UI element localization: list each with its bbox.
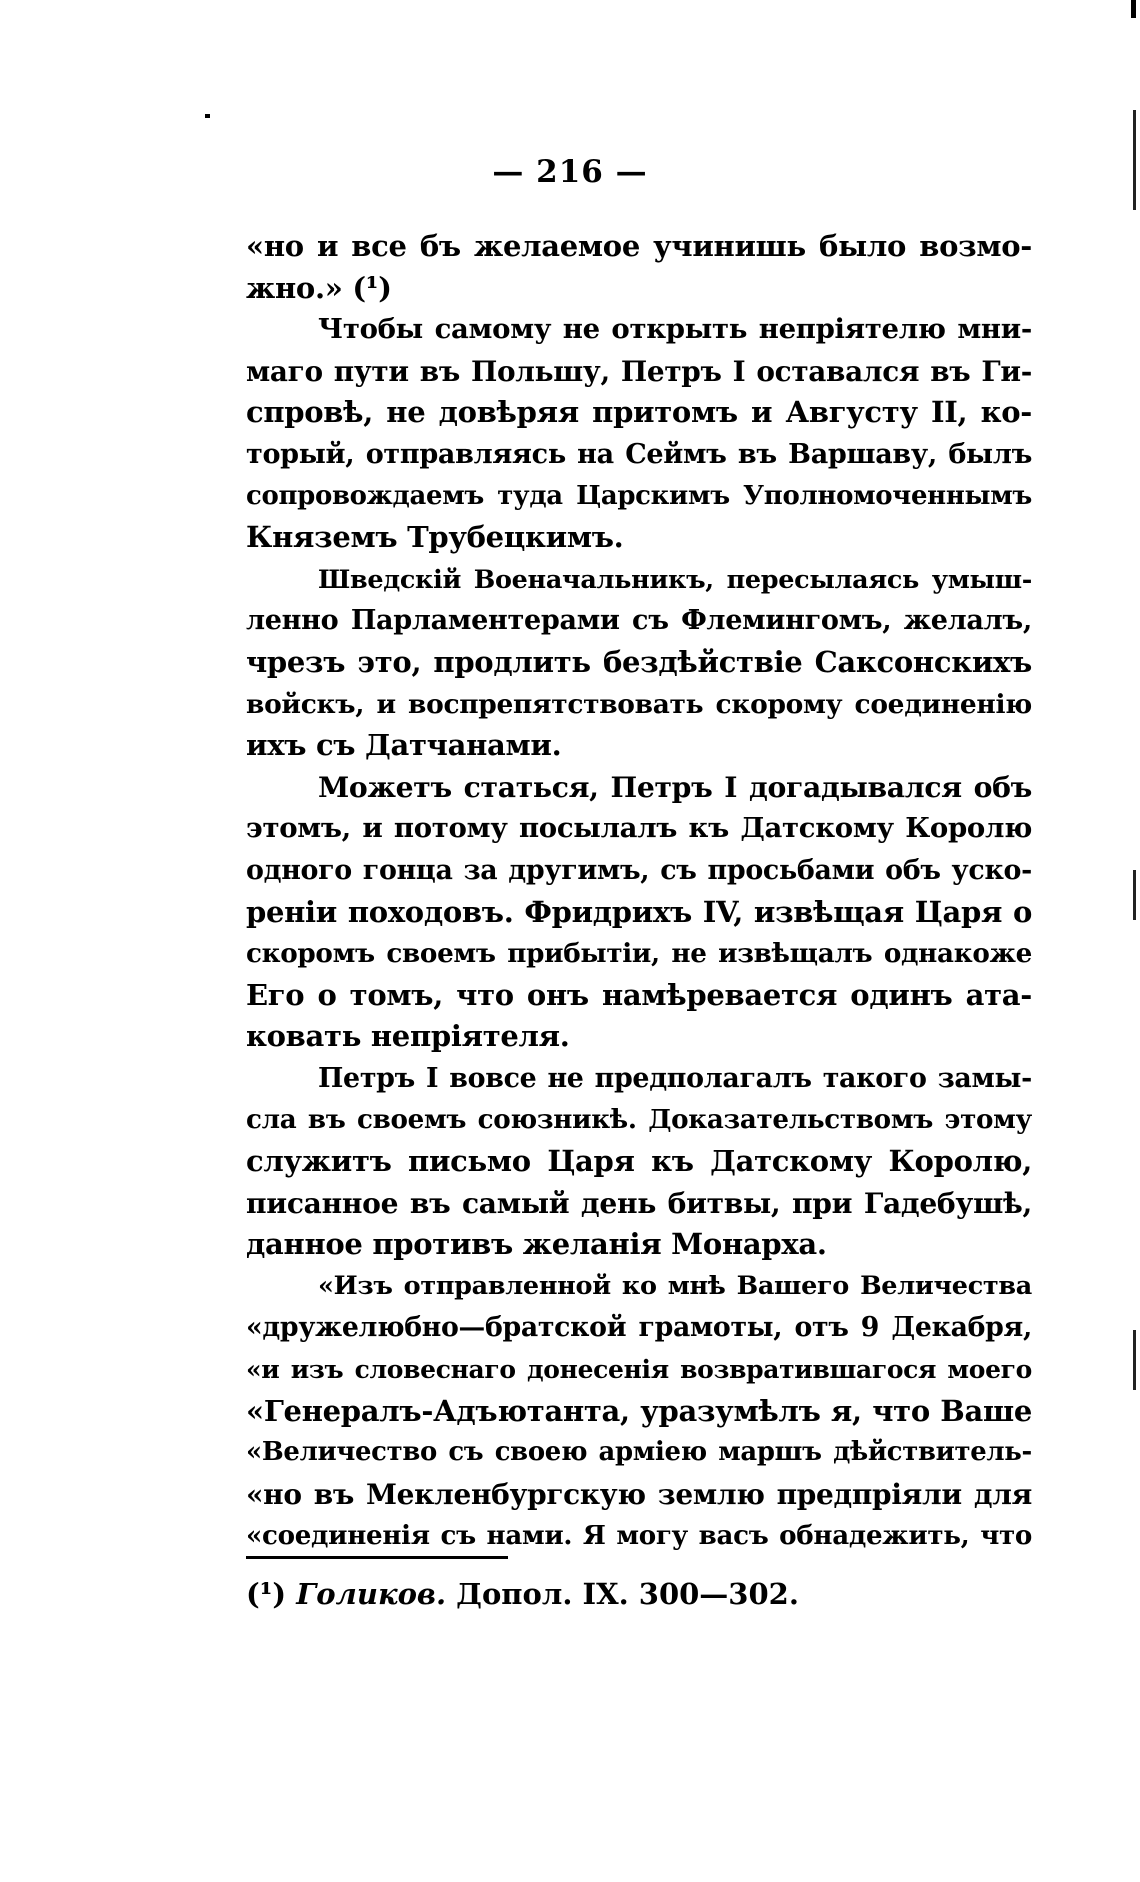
text-line: Его о томъ, что онъ намѣревается одинъ ата- xyxy=(246,977,1032,1012)
text-line: Шведскій Военачальникъ, пересылаясь умыш- xyxy=(318,563,1032,594)
text-line: «Генералъ-Адъютанта, уразумѣлъ я, что Ваше xyxy=(246,1393,1032,1428)
text-line: «но и все бъ желаемое учинишь было возмо- xyxy=(246,229,1032,263)
text-line: «но въ Мекленбургскую землю предпріяли для xyxy=(246,1477,1032,1511)
text-line: жно.» (¹) xyxy=(246,270,392,305)
text-line: одного гонца за другимъ, съ просьбами объ уско- xyxy=(246,854,1032,886)
footnote-separator xyxy=(246,1556,508,1559)
text-line: ковать непріятеля. xyxy=(246,1019,570,1054)
page-number: — 216 — xyxy=(492,154,648,190)
text-line: торый, отправляясь на Сеймъ въ Варшаву, былъ xyxy=(246,438,1032,470)
footnote xyxy=(246,1576,799,1612)
scan-edge-mark xyxy=(1131,0,1136,18)
text-line: спровѣ, не довѣряя притомъ и Августу II, ко- xyxy=(246,395,1032,430)
text-line: данное противъ желанія Монарха. xyxy=(246,1227,827,1262)
text-line: «Изъ отправленной ко мнѣ Вашего Величества xyxy=(318,1270,1032,1301)
text-line: «дружелюбно—братской грамоты, отъ 9 Декабря, xyxy=(246,1312,1032,1344)
text-line: «и изъ словеснаго донесенія возвратившагося моего xyxy=(246,1355,1032,1385)
scan-speck xyxy=(205,114,210,118)
text-line: войскъ, и воспрепятствовать скорому соединенію xyxy=(246,688,1032,720)
text-line: «соединенія съ нами. Я могу васъ обнадежить, что xyxy=(246,1520,1032,1552)
text-line: служитъ письмо Царя къ Датскому Королю, xyxy=(246,1144,1032,1179)
text-line: чрезъ это, продлить бездѣйствіе Саксонскихъ xyxy=(246,644,1032,679)
text-line: сла въ своемъ союзникѣ. Доказательствомъ этому xyxy=(246,1104,1032,1136)
text-line: Можетъ статься, Петръ I догадывался объ xyxy=(318,769,1032,804)
footnote-marker: (¹) xyxy=(246,1577,287,1611)
text-line: реніи походовъ. Фридрихъ IV, извѣщая Царя о xyxy=(246,894,1032,929)
scan-edge-line xyxy=(1133,1330,1136,1390)
body-text xyxy=(246,226,1032,1557)
text-line: скоромъ своемъ прибытіи, не извѣщалъ однакоже xyxy=(246,938,1032,970)
text-line: ихъ съ Датчанами. xyxy=(246,728,562,763)
text-line: писанное въ самый день битвы, при Гадебушѣ, xyxy=(246,1186,1032,1220)
text-line: маго пути въ Польшу, Петръ I оставался въ Ги- xyxy=(246,354,1032,388)
footnote-reference: Допол. IX. 300—302. xyxy=(456,1577,799,1611)
scan-edge-line xyxy=(1133,870,1136,920)
text-line: Петръ I вовсе не предполагалъ такого замы- xyxy=(318,1062,1032,1094)
text-line: Чтобы самому не открыть непріятелю мни- xyxy=(318,313,1032,346)
text-line: ленно Парламентерами съ Флемингомъ, желалъ, xyxy=(246,605,1032,637)
footnote-source: Голиков. xyxy=(296,1577,447,1611)
text-line: Княземъ Трубецкимъ. xyxy=(246,520,624,555)
text-line: этомъ, и потому посылалъ къ Датскому Королю xyxy=(246,812,1032,845)
text-line: «Величество съ своею арміею маршъ дѣйствитель- xyxy=(246,1437,1032,1468)
text-line: сопровождаемъ туда Царскимъ Уполномоченнымъ xyxy=(246,480,1032,511)
